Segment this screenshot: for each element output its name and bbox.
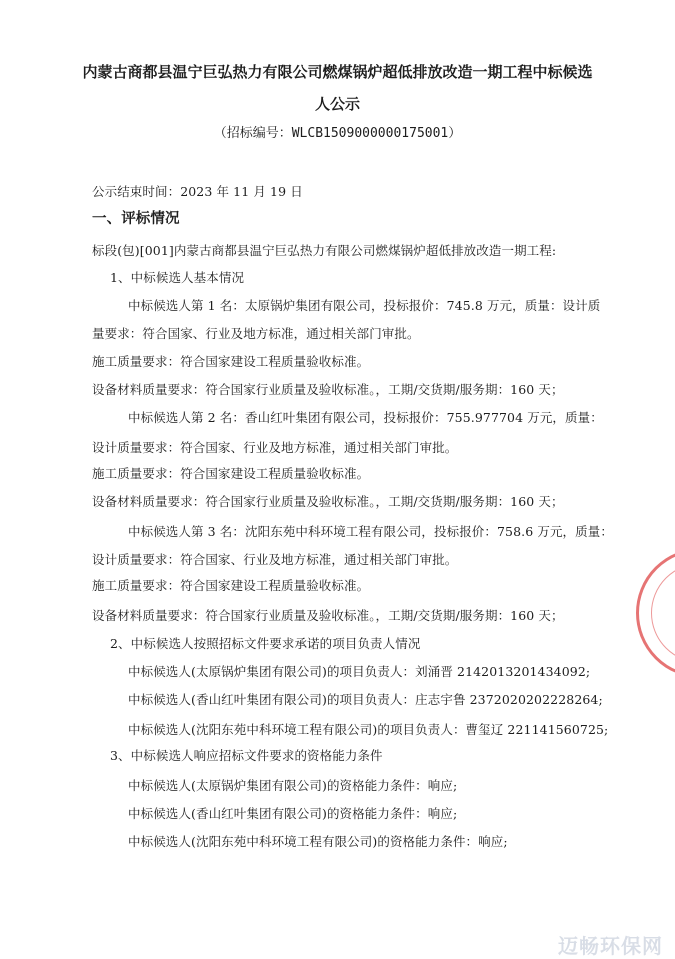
red-seal-inner-ring — [651, 563, 675, 663]
subheading-project-leaders: 2、中标候选人按照招标文件要求承诺的项目负责人情况 — [110, 636, 421, 651]
candidate-1-line3: 施工质量要求：符合国家建设工程质量验收标准。 — [92, 354, 370, 369]
notice-end-time: 公示结束时间：2023 年 11 月 19 日 — [92, 184, 303, 199]
qualification-2: 中标候选人(香山红叶集团有限公司)的资格能力条件：响应; — [128, 806, 458, 821]
candidate-2-line2: 设计质量要求：符合国家、行业及地方标准，通过相关部门审批。 — [92, 440, 458, 455]
lot-description: 标段(包)[001]内蒙古商都县温宁巨弘热力有限公司燃煤锅炉超低排放改造一期工程: — [92, 243, 557, 258]
candidate-2-line4: 设备材料质量要求：符合国家行业质量及验收标准。，工期/交货期/服务期：160 天； — [92, 494, 564, 509]
project-leader-1: 中标候选人(太原锅炉集团有限公司)的项目负责人：刘涌晋 2142013201434092; — [128, 664, 591, 679]
candidate-3-line2: 设计质量要求：符合国家、行业及地方标准，通过相关部门审批。 — [92, 552, 458, 567]
candidate-1-line4: 设备材料质量要求：符合国家行业质量及验收标准。，工期/交货期/服务期：160 天； — [92, 382, 564, 397]
subheading-candidates-basic: 1、中标候选人基本情况 — [110, 270, 245, 285]
subheading-qualifications: 3、中标候选人响应招标文件要求的资格能力条件 — [110, 748, 383, 763]
document-title-line1: 内蒙古商都县温宁巨弘热力有限公司燃煤锅炉超低排放改造一期工程中标候选 — [82, 63, 593, 81]
candidate-1-line2: 量要求：符合国家、行业及地方标准，通过相关部门审批。 — [92, 326, 420, 341]
site-watermark: 迈畅环保网 — [558, 934, 663, 958]
tender-number: （招标编号：WLCB1509000000175001） — [213, 126, 462, 141]
qualification-1: 中标候选人(太原锅炉集团有限公司)的资格能力条件：响应; — [128, 778, 458, 793]
red-seal-stamp — [636, 548, 675, 678]
project-leader-3: 中标候选人(沈阳东苑中科环境工程有限公司)的项目负责人：曹玺辽 221141560725; — [128, 722, 609, 737]
candidate-2-line1: 中标候选人第 2 名：香山红叶集团有限公司，投标报价：755.977704 万元，质量： — [128, 410, 603, 425]
qualification-3: 中标候选人(沈阳东苑中科环境工程有限公司)的资格能力条件：响应; — [128, 834, 508, 849]
candidate-3-line3: 施工质量要求：符合国家建设工程质量验收标准。 — [92, 578, 370, 593]
candidate-1-line1: 中标候选人第 1 名：太原锅炉集团有限公司，投标报价：745.8 万元，质量：设计质 — [128, 298, 601, 313]
candidate-3-line4: 设备材料质量要求：符合国家行业质量及验收标准。，工期/交货期/服务期：160 天； — [92, 608, 564, 623]
section-heading-evaluation: 一、评标情况 — [92, 211, 180, 227]
candidate-2-line3: 施工质量要求：符合国家建设工程质量验收标准。 — [92, 466, 370, 481]
candidate-3-line1: 中标候选人第 3 名：沈阳东苑中科环境工程有限公司，投标报价：758.6 万元，质量： — [128, 524, 613, 539]
document-title-line2: 人公示 — [314, 95, 360, 113]
project-leader-2: 中标候选人(香山红叶集团有限公司)的项目负责人：庄志宇鲁 2372020202228264; — [128, 692, 603, 707]
